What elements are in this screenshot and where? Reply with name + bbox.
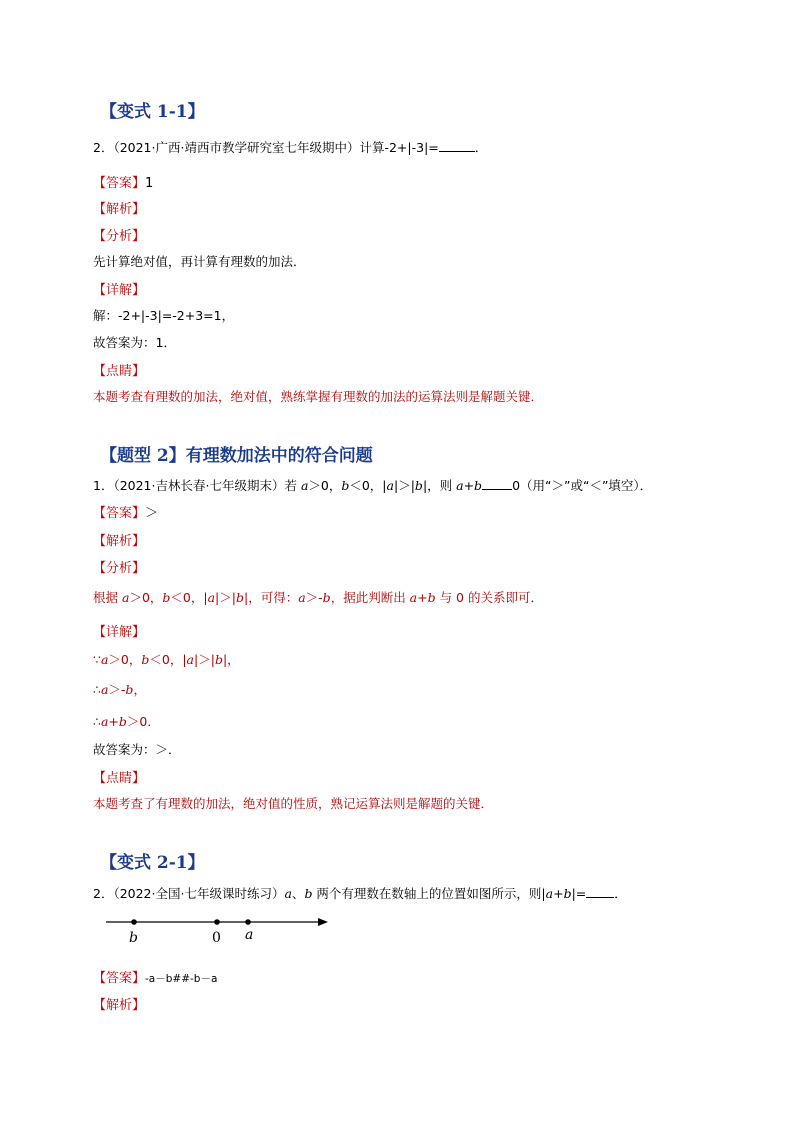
xiangjie-tag: 【详解】 bbox=[93, 625, 146, 640]
fenxi-text: 根据 a＞0，b＜0，|a|＞|b|，可得：a＞-b，据此判断出 a+b 与 0 的关系即可． bbox=[93, 590, 543, 605]
analysis-tag: 【解析】 bbox=[93, 998, 146, 1013]
guda-text: 故答案为：＞． bbox=[93, 742, 181, 757]
answer-blank bbox=[482, 477, 512, 490]
xiangjie-line-2: ∴a＞-b， bbox=[93, 682, 146, 697]
answer-line: 【答案】1 bbox=[93, 176, 154, 191]
section-heading-type-2: 【题型 2】有理数加法中的符合问题 bbox=[100, 446, 373, 466]
answer-line: 【答案】＞ bbox=[93, 506, 159, 521]
fenxi-tag: 【分析】 bbox=[93, 229, 146, 244]
dianjing-text: 本题考查有理数的加法，绝对值，熟练掌握有理数的加法的运算法则是解题关键． bbox=[93, 389, 544, 404]
xiangjie-line-3: ∴a+b＞0． bbox=[93, 714, 160, 729]
label-zero: 0 bbox=[212, 930, 221, 946]
analysis-tag: 【解析】 bbox=[93, 202, 146, 217]
answer-blank bbox=[586, 885, 614, 898]
dianjing-tag: 【点睛】 bbox=[93, 771, 146, 786]
point-zero bbox=[214, 919, 220, 925]
dianjing-tag: 【点睛】 bbox=[93, 364, 146, 379]
question-q2: 1．（2021·吉林长春·七年级期末）若 a＞0，b＜0，|a|＞|b|，则 a+b 0（用“＞”或“＜”填空）． bbox=[93, 478, 653, 493]
xiangjie-tag: 【详解】 bbox=[93, 283, 146, 298]
section-heading-variant-2-1: 【变式 2-1】 bbox=[100, 853, 205, 873]
fenxi-text: 先计算绝对值，再计算有理数的加法． bbox=[93, 254, 306, 269]
analysis-tag: 【解析】 bbox=[93, 534, 146, 549]
xiangjie-line-1: ∵a＞0，b＜0，|a|＞|b|， bbox=[93, 652, 240, 667]
section-heading-variant-1-1: 【变式 1-1】 bbox=[100, 102, 205, 122]
question-q3: 2．（2022·全国·七年级课时练习）a、b 两个有理数在数轴上的位置如图所示，则|a+b|= ． bbox=[93, 886, 627, 901]
dianjing-text: 本题考查了有理数的加法，绝对值的性质，熟记运算法则是解题的关键． bbox=[93, 796, 494, 811]
label-a: a bbox=[245, 927, 254, 943]
label-b: b bbox=[129, 930, 138, 946]
point-a bbox=[245, 919, 251, 925]
guda-text: 故答案为：1． bbox=[93, 335, 176, 350]
point-b bbox=[131, 919, 137, 925]
answer-blank bbox=[439, 139, 475, 152]
question-q1: 2．（2021·广西·靖西市教学研究室七年级期中）计算-2+|-3|= ． bbox=[93, 140, 488, 155]
answer-line: 【答案】-a－b##-b－a bbox=[93, 971, 218, 986]
xiangjie-text: 解：-2+|-3|=-2+3=1， bbox=[93, 308, 235, 323]
fenxi-tag: 【分析】 bbox=[93, 561, 146, 576]
arrow-head-icon bbox=[318, 918, 328, 926]
number-line-figure bbox=[100, 908, 340, 950]
